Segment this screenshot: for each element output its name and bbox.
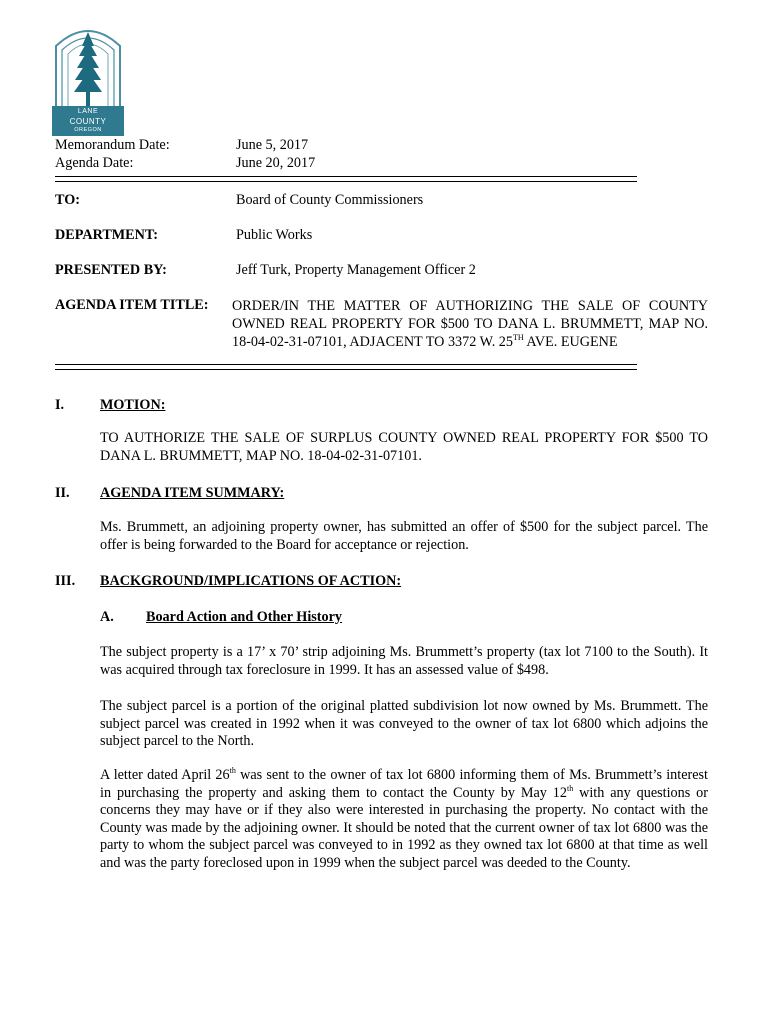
paragraph-3-part-b: was sent to the owner of tax lot 6800 informing them of Ms. Brummett’s interest in purchasing the property and asking them to contact the County by May 12 [100,767,708,801]
subsection-a-title: Board Action and Other History [146,609,343,625]
section-1-number: I. [55,397,65,413]
lane-county-logo [52,22,124,136]
to-label: TO: [55,192,80,208]
paragraph-3-part-a: A letter dated April 26 [100,767,230,783]
department-label: DEPARTMENT: [55,227,159,243]
to-value: Board of County Commissioners [236,192,424,208]
logo-text-lane: LANE [77,108,99,115]
paragraph-3-sup-2: th [566,783,574,793]
history-paragraph-3 [100,767,708,872]
top-divider [55,176,637,182]
motion-text: TO AUTHORIZE THE SALE OF SURPLUS COUNTY OWNED REAL PROPERTY FOR $500 TO DANA L. BRUMMETT, MAP NO. 18-04-02-31-07101. [100,430,708,464]
summary-text: Ms. Brummett, an adjoining property owner, has submitted an offer of $500 for the subject parcel. The offer is being forwarded to the Board for acceptance or rejection. [100,519,708,553]
department-value: Public Works [236,227,313,243]
bottom-divider [55,364,637,370]
section-3-title: BACKGROUND/IMPLICATIONS OF ACTION: [100,573,402,589]
paragraph-3-sup-1: th [229,766,236,775]
agenda-item-title-sup: TH [513,333,524,342]
agenda-date-value: June 20, 2017 [236,155,316,171]
agenda-item-title-value [232,297,708,351]
agenda-date-label: Agenda Date: [55,155,134,171]
agenda-item-title-label: AGENDA ITEM TITLE: [55,297,209,313]
section-2-number: II. [55,485,70,501]
agenda-item-title-text: ORDER/IN THE MATTER OF AUTHORIZING THE SALE OF COUNTY OWNED REAL PROPERTY FOR $500 TO DANA L. BRUMMETT, MAP NO. 18-04-02-31-07101, ADJACENT TO 3372 W. 25 [232,298,708,350]
section-1-title: MOTION: [100,397,166,413]
subsection-a-letter: A. [100,609,114,625]
logo-text-oregon: OREGON [74,127,102,133]
history-paragraph-2: The subject parcel is a portion of the original platted subdivision lot now owned by Ms. Brummett. The subject parcel was created in 1992 when it was conveyed to the owner of tax lot 6800 which adjoins the subject parcel to the North. [100,698,708,749]
section-3-number: III. [55,573,76,589]
memo-date-label: Memorandum Date: [55,137,170,153]
memo-date-value: June 5, 2017 [236,137,309,153]
history-paragraph-1: The subject property is a 17’ x 70’ strip adjoining Ms. Brummett’s property (tax lot 7100 to the South). It was acquired through tax foreclosure in 1999. It has an assessed value of $498. [100,644,708,678]
paragraph-3-part-c: with any questions or concerns they may have or if they also were interested in purchasing the property. No contact with the County was made by the adjoining owner. It should be noted that the current owner of tax lot 6800 was the party to whom the subject parcel was conveyed to in 1992 as they owned tax lot 6800 at that time as well and was the party foreclosed upon in 1999 when the subject parcel was deeded to the County. [100,784,708,871]
agenda-item-title-end: AVE. EUGENE [523,334,618,350]
logo-text-county: COUNTY [69,117,107,126]
section-2-title: AGENDA ITEM SUMMARY: [100,485,285,501]
presented-by-label: PRESENTED BY: [55,262,167,278]
presented-by-value: Jeff Turk, Property Management Officer 2 [236,262,476,278]
